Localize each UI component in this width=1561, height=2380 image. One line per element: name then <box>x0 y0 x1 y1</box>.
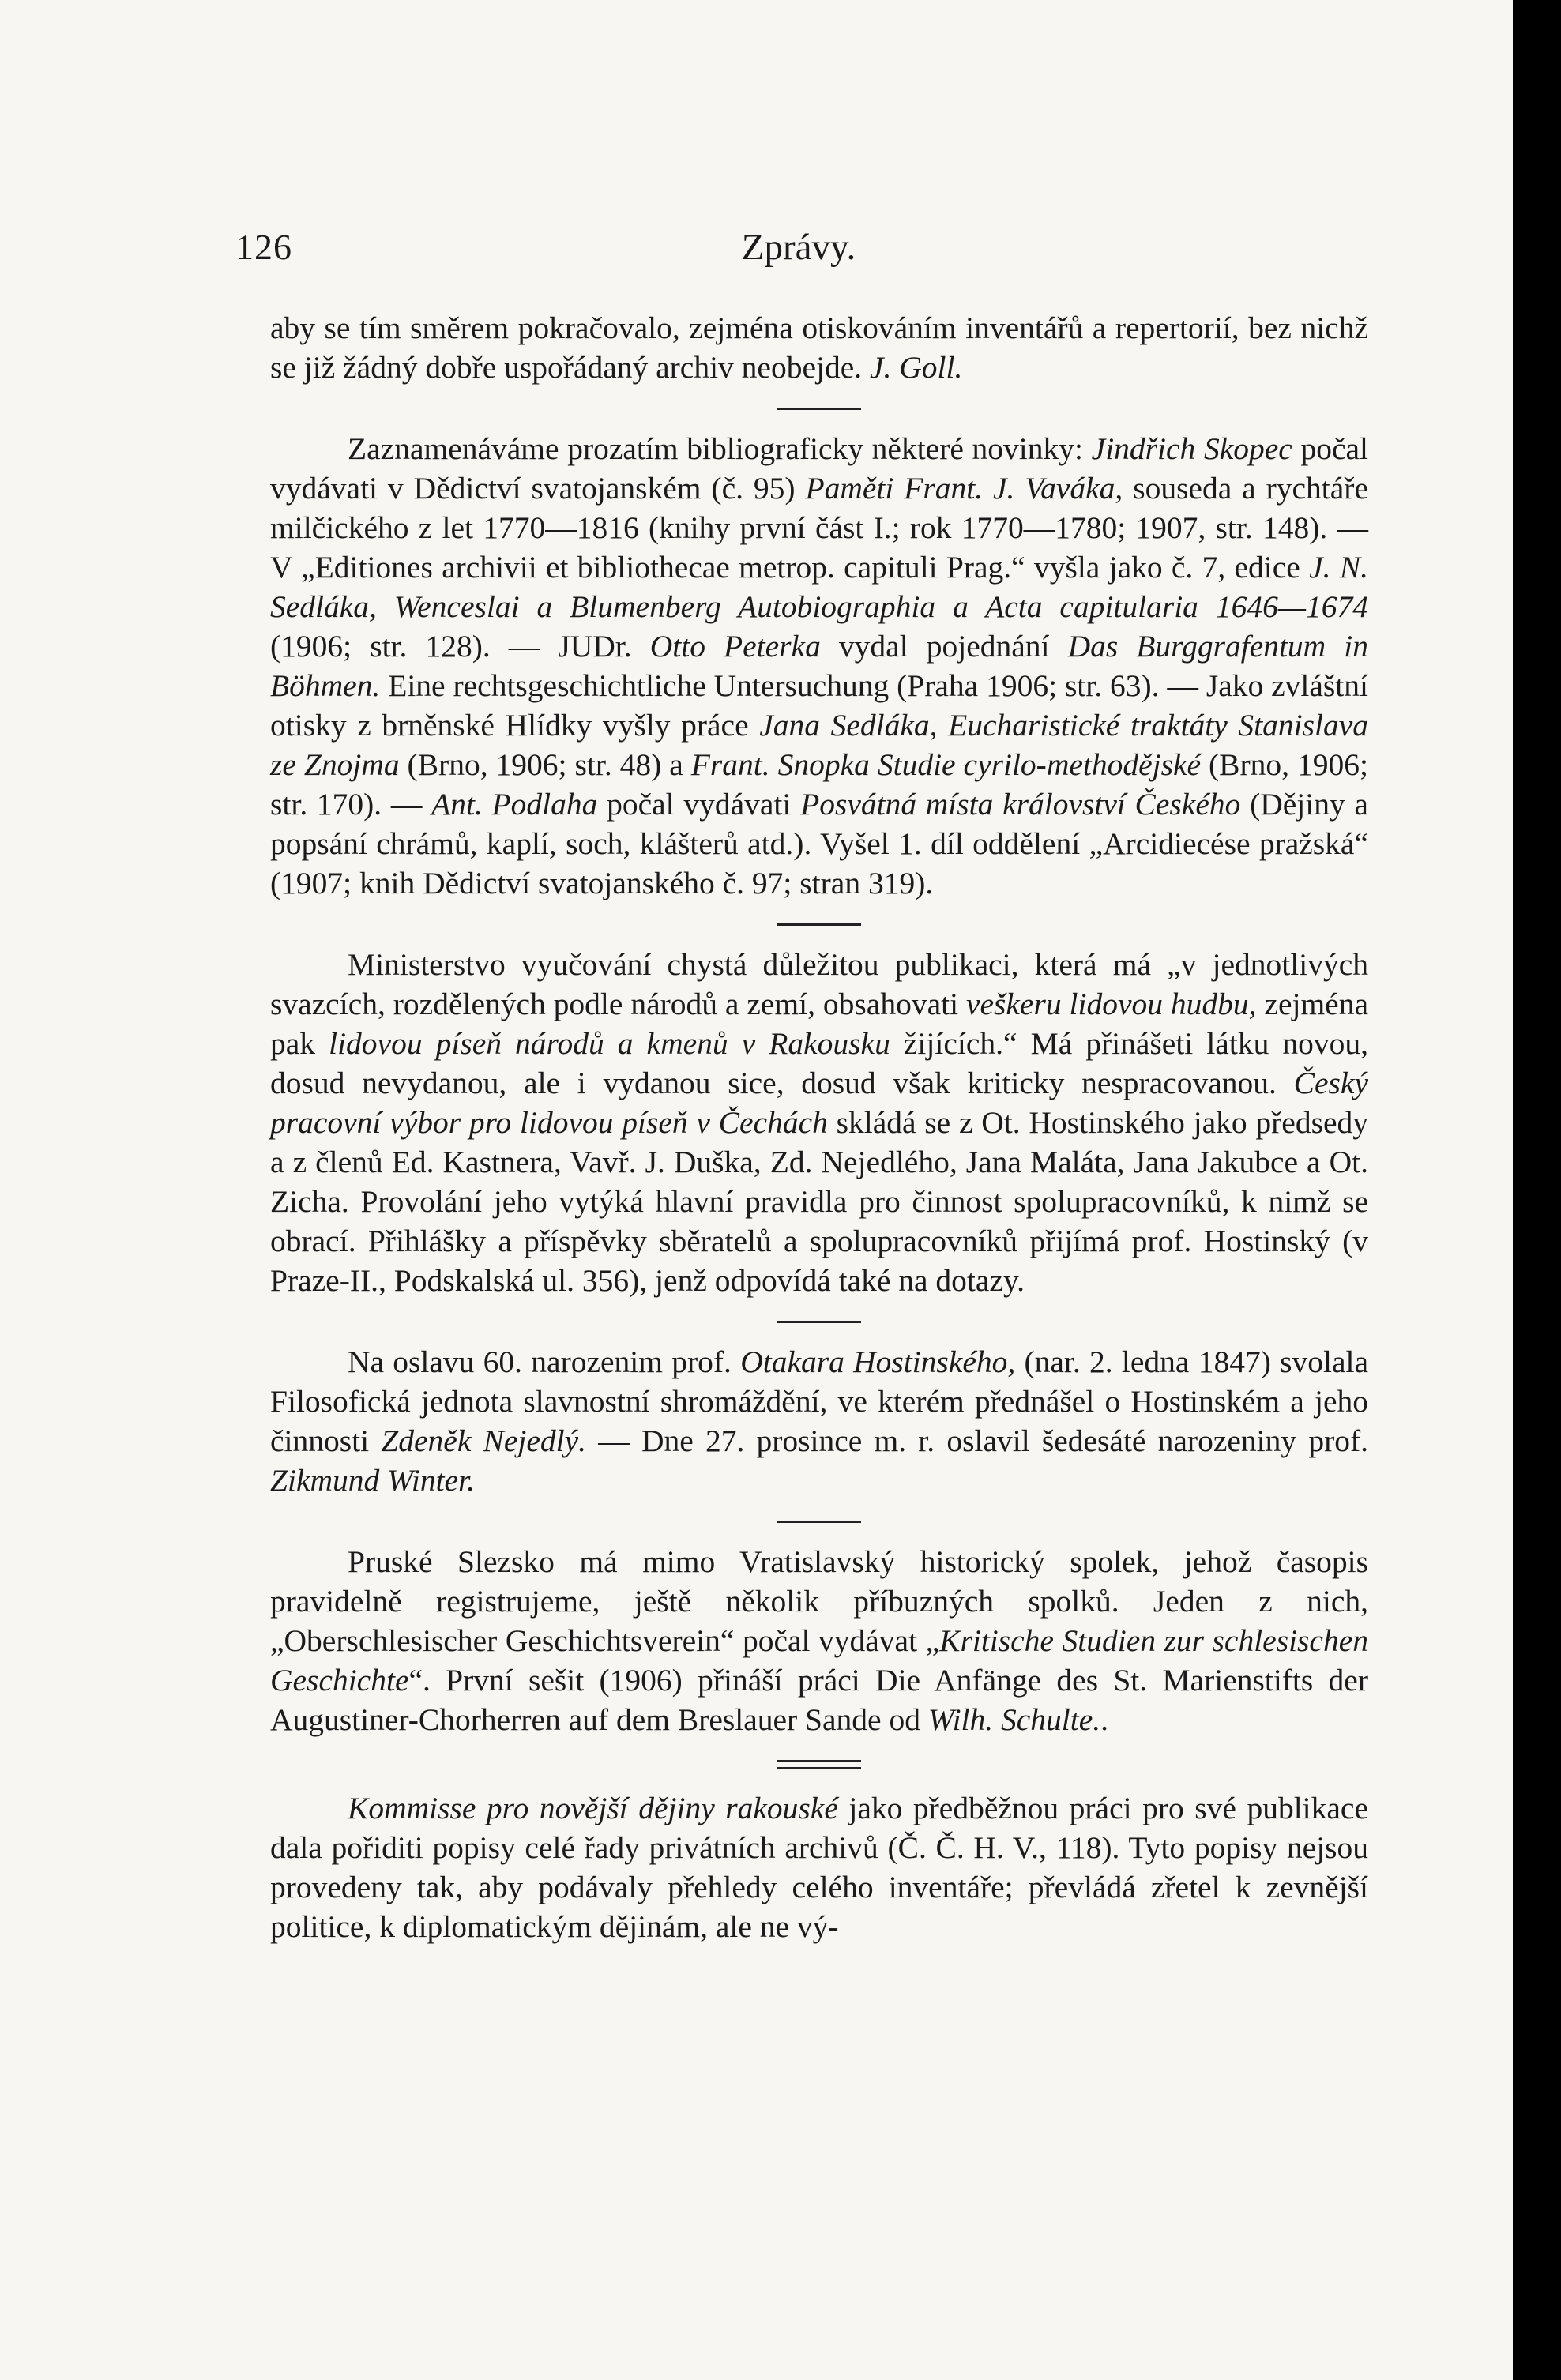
paragraph-bibliography-news <box>270 429 1368 903</box>
text-run: Pruské Slezsko má mimo Vratislavský historický spolek, jehož časopis pravidelně registrujeme, ještě několik příbuzných spolků. Jeden z nich, „Oberschlesischer Geschichtsverein“ počal vydávat „ <box>270 1544 1368 1658</box>
text-run: (1906; str. 128). — JUDr. <box>270 629 650 664</box>
italic-text: Ant. Podlaha <box>431 787 598 822</box>
italic-text: Kritische Studien zur schlesischen Geschichte <box>270 1623 1368 1698</box>
text-run: počal vydávati <box>597 787 801 822</box>
text-run: (Brno, 1906; str. 48) a <box>399 747 691 782</box>
italic-text: J. N. Sedláka, Wenceslai a Blumenberg Autobiographia a Acta capitularia 1646—1674 <box>270 550 1368 624</box>
text-run: Ministerstvo vyučování chystá důležitou publikaci, která má „v jednotlivých svazcích, rozdělených podle národů a zemí, obsahovati <box>270 947 1368 1021</box>
italic-text: veškeru lidovou hudbu, <box>965 987 1257 1021</box>
section-separator <box>777 408 861 410</box>
italic-text: Otakara Hostinského, <box>740 1344 1016 1379</box>
text-run: počal vydávati v Dědictví svatojanském (č. 95) <box>270 431 1368 506</box>
italic-text: Zdeněk Nejedlý. <box>381 1423 587 1458</box>
text-run: Eine rechtsgeschichtliche Untersuchung (Praha 1906; str. 63). — Jako zvláštní otisky z brněnské Hlídky vyšly práce <box>270 668 1368 743</box>
italic-text: Wilh. Schulte. <box>927 1702 1101 1737</box>
page-title: Zprávy. <box>741 227 856 268</box>
text-run: (nar. 2. ledna 1847) svolala Filosofická jednota slavnostní shromáždění, ve kterém přednášel o Hostinském a jeho činnosti <box>270 1344 1368 1458</box>
paragraph-silesia-society <box>270 1542 1368 1739</box>
italic-text: Posvátná místa království Českého <box>800 787 1241 822</box>
italic-text: Paměti Frant. J. Vaváka, <box>805 471 1123 506</box>
paragraph-goll-conclusion <box>270 308 1368 387</box>
section-separator <box>777 1521 861 1523</box>
italic-text: Jana Sedláka, Eucharistické traktáty Stanislava ze Znojma <box>270 708 1368 782</box>
italic-text: Jindřich Skopec <box>1091 431 1292 466</box>
text-run: (Brno, 1906; str. 170). — <box>270 747 1368 822</box>
paragraph-commission-archives <box>270 1788 1368 1946</box>
text-run: žijících.“ Má přinášeti látku novou, dosud nevydanou, ale i vydanou sice, dosud však kriticky nespracovanou. <box>270 1026 1368 1100</box>
text-run: zejména pak <box>270 987 1369 1061</box>
text-run: “. První sešit (1906) přináší práci Die Anfänge des St. Marienstifts der Augustiner-Chorherren auf dem Breslauer Sande od <box>270 1663 1368 1737</box>
italic-text: Das Burggrafentum in Böhmen. <box>270 629 1368 703</box>
italic-text: Frant. Snopka Studie cyrilo-methodějské <box>690 747 1202 782</box>
running-header <box>235 226 1362 273</box>
italic-text: J. Goll. <box>870 350 963 385</box>
page-number: 126 <box>235 227 292 267</box>
text-run: vydal pojednání <box>820 629 1068 664</box>
paragraph-folk-music-publication <box>270 945 1368 1300</box>
paragraph-hostinsky-celebration <box>270 1342 1368 1500</box>
section-separator <box>777 1321 861 1323</box>
text-run: . <box>1100 1702 1109 1737</box>
text-run: — Dne 27. prosince m. r. oslavil šedesáté narozeniny prof. <box>586 1423 1369 1458</box>
text-run: jako předběžnou práci pro své publikace dala pořiditi popisy celé řady privátních archivů (Č. Č. H. V., 118). Tyto popisy nejsou provedeny tak, aby podávaly přehledy celého inventáře; převládá zřetel k zevnější politice, k diplomatickým dějinám, ale ne vý- <box>270 1791 1368 1944</box>
italic-text: Zikmund Winter. <box>270 1463 475 1498</box>
text-run: Zaznamenáváme prozatím bibliograficky některé novinky: <box>348 431 1092 466</box>
italic-text: Kommisse pro novější dějiny rakouské <box>348 1791 838 1825</box>
italic-text: Český pracovní výbor pro lidovou píseň v Čechách <box>270 1066 1368 1140</box>
text-run: aby se tím směrem pokračovalo, zejména otiskováním inventářů a repertorií, bez nichž se již žádný dobře uspořádaný archiv neobejde. <box>270 310 1368 385</box>
section-separator <box>777 923 861 926</box>
italic-text: lidovou píseň národů a kmenů v Rakousku <box>329 1026 890 1061</box>
text-run: Na oslavu 60. narozenim prof. <box>348 1344 741 1379</box>
double-separator <box>777 1760 861 1769</box>
text-run: (Dějiny a popsání chrámů, kaplí, soch, klášterů atd.). Vyšel 1. díl oddělení „Arcidiecése pražská“ (1907; knih Dědictví svatojanského č. 97; stran 319). <box>270 787 1368 900</box>
article-body <box>270 308 1368 1946</box>
text-run: skládá se z Ot. Hostinského jako předsedy a z členů Ed. Kastnera, Vavř. J. Duška, Zd. Nejedlého, Jana Maláta, Jana Jakubce a Ot. Zicha. Provolání jeho vytýká hlavní pravidla pro činnost spolupracovníků, k nimž se obrací. Přihlášky a příspěvky sběratelů a spolupracovníků přijímá prof. Hostinský (v Praze-II., Podskalská ul. 356), jenž odpovídá také na dotazy. <box>270 1105 1368 1298</box>
text-run: souseda a rychtáře milčického z let 1770—1816 (knihy první část I.; rok 1770—1780; 1907, str. 148). — V „Editiones archivii et bibliothecae metrop. capituli Prag.“ vyšla jako č. 7, edice <box>270 471 1368 585</box>
italic-text: Otto Peterka <box>649 629 821 664</box>
